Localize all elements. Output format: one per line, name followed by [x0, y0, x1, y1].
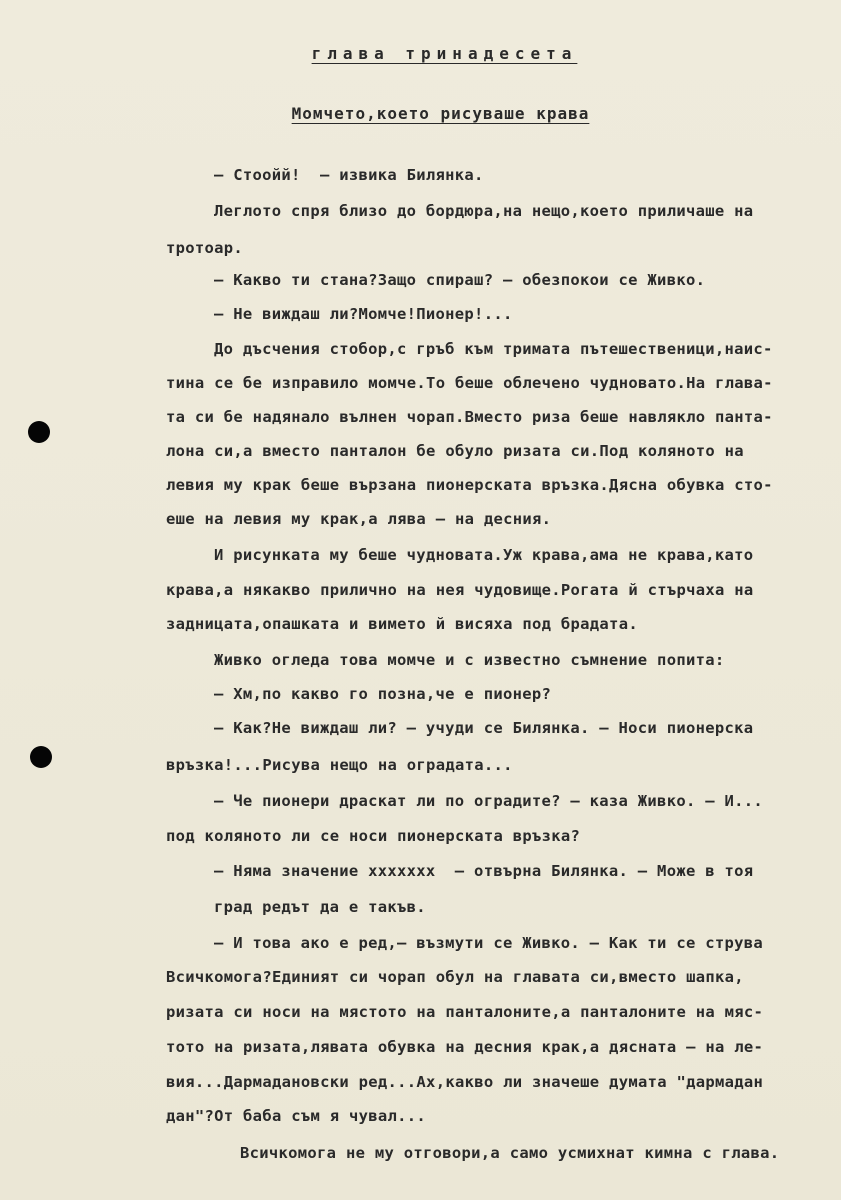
text-line: под коляното ли се носи пионерската връзка?: [166, 827, 581, 845]
text-line: – Че пионери драскат ли по оградите? – каза Живко. – И...: [214, 792, 764, 810]
text-line: връзка!...Рисува нещо на оградата...: [166, 756, 513, 774]
text-line: – И това ако е ред,– възмути се Живко. – Как ти се струва: [214, 934, 764, 952]
text-line: – Хм,по какво го позна,че е пионер?: [214, 685, 552, 703]
text-line: левия му крак беше вързана пионерската връзка.Дясна обувка сто-: [166, 476, 773, 494]
text-line: Живко огледа това момче и с известно съмнение попита:: [214, 651, 725, 669]
text-line: град редът да е такъв.: [214, 898, 426, 916]
text-line: крава,а някакво прилично на нея чудовище.Рогата й стърчаха на: [166, 581, 754, 599]
text-line: дан"?От баба съм я чувал...: [166, 1107, 427, 1125]
text-line: И рисунката му беше чудновата.Уж крава,ама не крава,като: [214, 546, 754, 564]
text-line: задницата,опашката и вимето й висяха под брадата.: [166, 615, 638, 633]
text-line: тротоар.: [166, 239, 244, 257]
text-line: еше на левия му крак,а лява – на десния.: [166, 510, 552, 528]
text-line: – Стоойй! – извика Билянка.: [214, 166, 484, 184]
text-line: тото на ризата,лявата обувка на десния крак,а дясната – на ле-: [166, 1038, 764, 1056]
text-line: тина се бе изправило момче.То беше облечено чудновато.На глава-: [166, 374, 773, 392]
text-line: До дъсчения стобор,с гръб към тримата пътешественици,наис-: [214, 340, 773, 358]
text-line: – Как?Не виждаш ли? – учуди се Билянка. – Носи пионерска: [214, 719, 754, 737]
text-line: та си бе надяналo вълнен чорап.Вместо риза беше навлякло панта-: [166, 408, 773, 426]
text-line: Всичкомога не му отговори,а само усмихнат кимна с глава.: [240, 1144, 780, 1162]
text-line: вия...Дармадановски ред...Ах,какво ли значеше думата "дармадан: [166, 1073, 764, 1091]
text-line: Леглото спря близо до бордюра,на нещо,което приличаше на: [214, 202, 754, 220]
text-line: Всичкомога?Единият си чорап обул на главата си,вместо шапка,: [166, 968, 744, 986]
section-title: Момчето,което рисуваше крава: [291, 104, 590, 123]
text-line: ризата си носи на мястото на панталоните,а панталоните на мяс-: [166, 1003, 764, 1021]
chapter-title: глава тринадесета: [311, 44, 578, 63]
text-line: – Какво ти стана?Защо спираш? – обезпокои се Живко.: [214, 271, 706, 289]
punch-hole-top: [28, 421, 50, 443]
text-line: – Не виждаш ли?Момче!Пионер!...: [214, 305, 513, 323]
text-line: лона си,а вместо панталон бе обуло ризата си.Под коляното на: [166, 442, 744, 460]
punch-hole-bottom: [30, 746, 52, 768]
text-line: – Няма значение xxxxxxx – отвърна Билянка. – Може в тоя: [214, 862, 754, 880]
